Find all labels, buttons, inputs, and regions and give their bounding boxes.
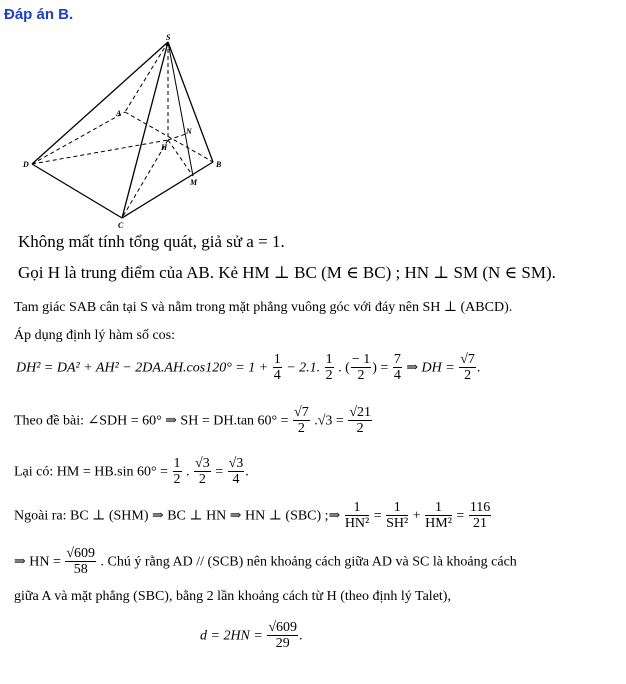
label-S: S [166, 33, 171, 42]
equation-d: d = 2HN = $\frac{√609}{29}$ . [200, 620, 303, 652]
answer-label: Đáp án B. [4, 6, 74, 23]
label-C: C [118, 221, 124, 230]
label-N: N [186, 127, 192, 136]
label-B: B [216, 160, 222, 169]
equation-hm: Lại có: HM = HB.sin 60° = $\frac{1}{2}$ . $\frac{√3}{2}$ = $\frac{√3}{4}$ . [14, 456, 249, 488]
text-line-4: Áp dụng định lý hàm số cos: [14, 328, 175, 343]
text-line-2: Gọi H là trung điểm của AB. Kẻ HM ⊥ BC (M ∈ BC) ; HN ⊥ SM (N ∈ SM). [18, 263, 556, 282]
equation-sh: Theo đề bài: ∠SDH = 60° ⇒ SH = DH.tan 60° = $\frac{√7}{2}$ .√3 = $\frac{√21}{2}$ [14, 405, 372, 437]
equation-hn: Ngoài ra: BC ⊥ (SHM) ⇒ BC ⊥ HN ⇒ HN ⊥ (SBC) ;⇒ $\frac{1}{\text{HN²}}$ = $\frac{1}{\text{SH²}}$ + $\frac{1}{\text{HM²}}$ = $\frac{116}{21}$ [14, 500, 491, 532]
label-D: D [23, 160, 29, 169]
pyramid-figure [20, 30, 230, 230]
text-line-10: giữa A và mặt phẳng (SBC), bằng 2 lần khoảng cách từ H (theo định lý Talet), [14, 589, 451, 604]
text-line-3: Tam giác SAB cân tại S và nằm trong mặt phẳng vuông góc với đáy nên SH ⊥ (ABCD). [14, 300, 513, 315]
label-A: A [116, 109, 122, 118]
text-line-1: Không mất tính tổng quát, giả sử a = 1. [18, 232, 285, 251]
label-M: M [190, 178, 198, 187]
equation-hn-result: ⇒ HN = $\frac{√609}{58}$ . Chú ý rằng AD // (SCB) nên khoảng cách giữa AD và SC là khoảng cách [14, 546, 517, 578]
equation-dh: DH² = DA² + AH² − 2DA.AH.cos120° = 1 + $\frac{1}{4}$ − 2.1. $\frac{1}{2}$ . ( $\frac{- 1}{2}$ ) = $\frac{7}{4}$ ⇒ DH = $\frac{√7}{2}$ . [16, 352, 481, 384]
label-H: H [161, 143, 168, 152]
